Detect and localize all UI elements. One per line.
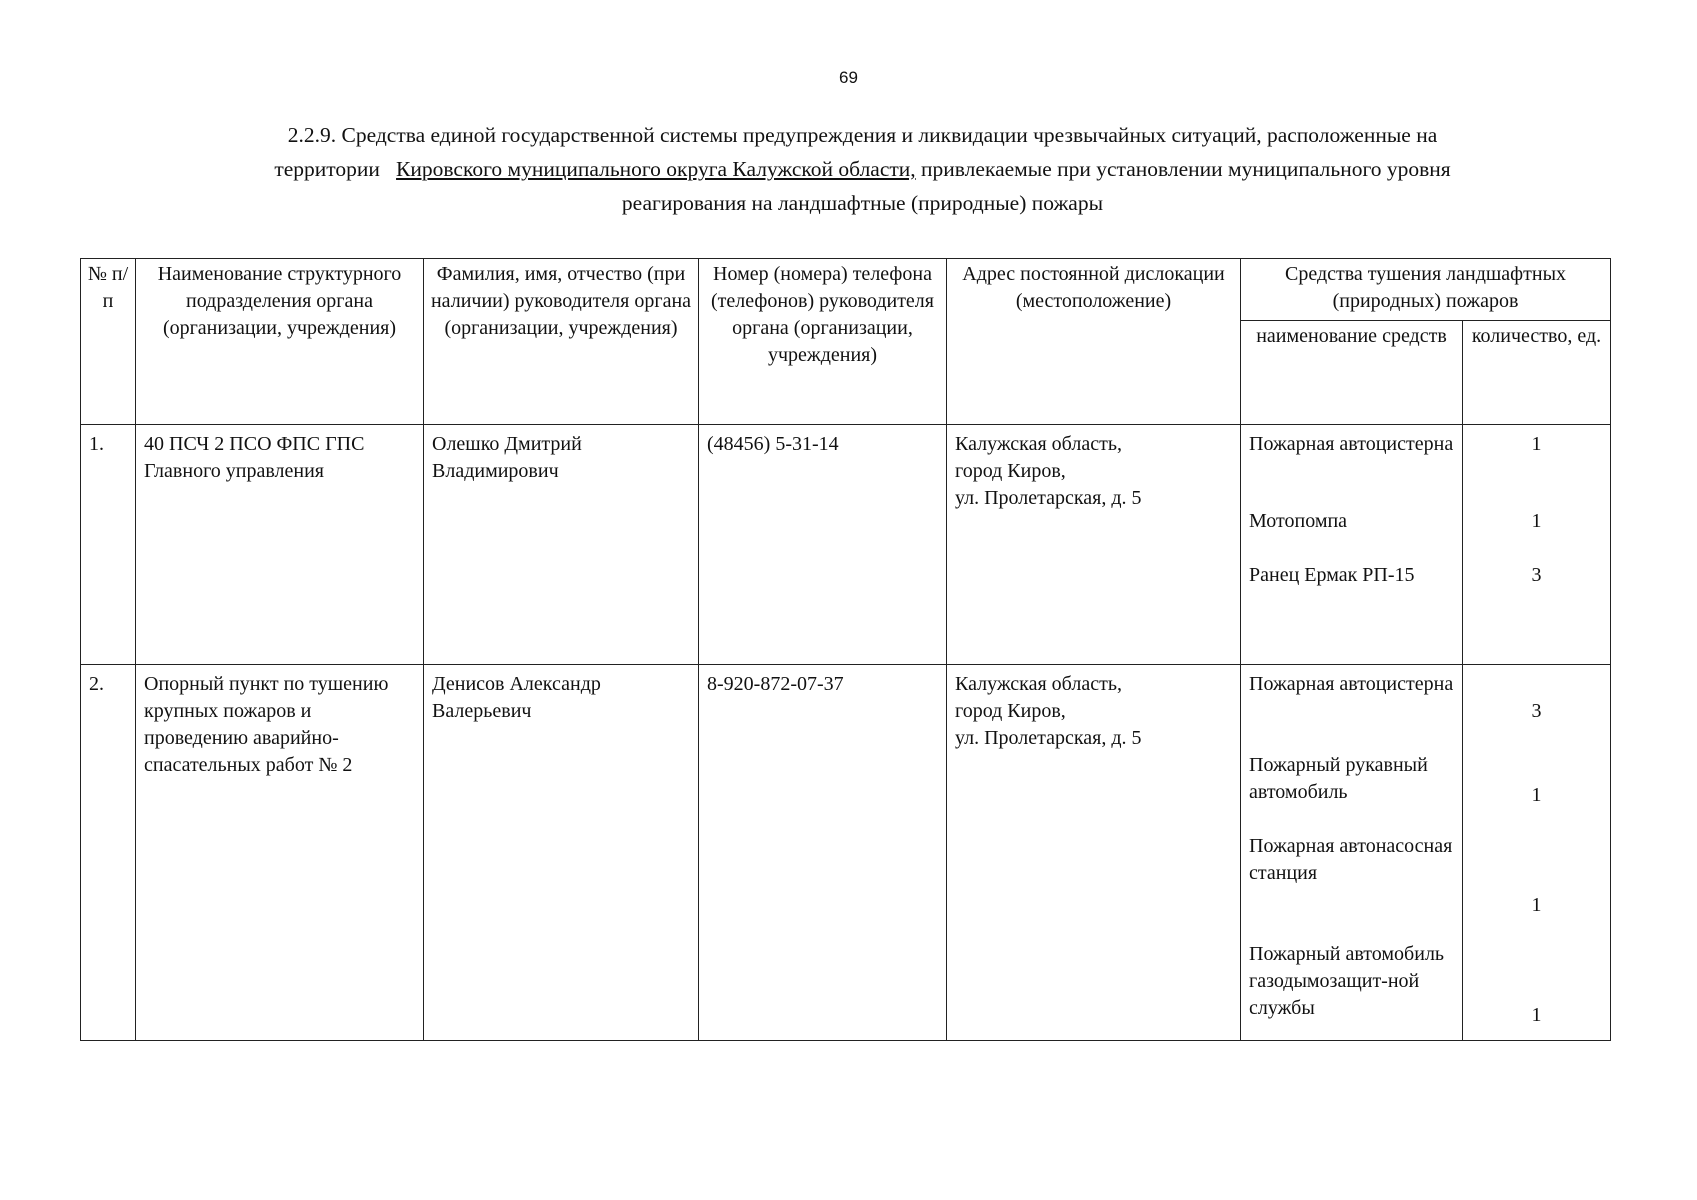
header-number: № п/п	[81, 259, 136, 425]
header-means-group: Средства тушения ландшафтных (природных) пожаров	[1241, 259, 1611, 321]
table-row	[81, 425, 1611, 665]
header-address: Адрес постоянной дислокации (местоположение)	[947, 259, 1241, 425]
asset-name: Мотопомпа	[1249, 510, 1348, 532]
row-asset-names	[1241, 425, 1463, 665]
row-number: 2.	[81, 665, 136, 1041]
row-phone: 8-920-872-07-37	[699, 665, 947, 1041]
header-unit: Наименование структурного подразделения органа (организации, учреждения)	[136, 259, 424, 425]
row-asset-qtys	[1463, 665, 1611, 1041]
row-head: Денисов Александр Валерьевич	[424, 665, 699, 1041]
asset-name: Пожарный рукавный автомобиль	[1249, 754, 1428, 803]
row-phone: (48456) 5-31-14	[699, 425, 947, 665]
row-number: 1.	[81, 425, 136, 665]
page-number: 69	[839, 68, 858, 87]
heading-municipality: Кировского муниципального округа Калужской области,	[396, 157, 916, 181]
header-means-name: наименование средств	[1241, 321, 1463, 425]
row-unit: 40 ПСЧ 2 ПСО ФПС ГПС Главного управления	[136, 425, 424, 665]
asset-qty: 1	[1531, 510, 1542, 532]
address-line: ул. Пролетарская, д. 5	[955, 487, 1142, 509]
asset-qty: 1	[1531, 433, 1542, 455]
asset-name: Пожарная автоцистерна	[1249, 673, 1454, 695]
resources-table	[80, 258, 1611, 1041]
heading-prefix: территории	[274, 157, 380, 181]
address-line: Калужская область,	[955, 673, 1122, 695]
header-head: Фамилия, имя, отчество (при наличии) руководителя органа (организации, учреждения)	[424, 259, 699, 425]
table-row	[81, 665, 1611, 1041]
asset-name: Ранец Ермак РП-15	[1249, 564, 1415, 586]
heading-suffix: привлекаемые при установлении муниципального уровня	[921, 157, 1451, 181]
asset-qty: 1	[1531, 1004, 1542, 1026]
address-line: город Киров,	[955, 460, 1066, 482]
row-asset-qtys	[1463, 425, 1611, 665]
row-address	[947, 665, 1241, 1041]
heading-line1: 2.2.9. Средства единой государственной системы предупреждения и ликвидации чрезвычайных ситуаций, расположенные на	[287, 123, 1438, 147]
row-head: Олешко Дмитрий Владимирович	[424, 425, 699, 665]
row-asset-names	[1241, 665, 1463, 1041]
asset-qty: 3	[1531, 700, 1542, 722]
address-line: Калужская область,	[955, 433, 1122, 455]
section-heading	[120, 118, 1605, 220]
address-line: город Киров,	[955, 700, 1066, 722]
asset-name: Пожарная автонасосная станция	[1249, 835, 1453, 884]
row-unit: Опорный пункт по тушению крупных пожаров и проведению аварийно-спасательных работ № 2	[136, 665, 424, 1041]
heading-line3: реагирования на ландшафтные (природные) пожары	[621, 191, 1104, 215]
header-phone: Номер (номера) телефона (телефонов) руководителя органа (организации, учреждения)	[699, 259, 947, 425]
asset-qty: 1	[1531, 894, 1542, 916]
row-address	[947, 425, 1241, 665]
asset-name: Пожарная автоцистерна	[1249, 433, 1454, 455]
header-means-qty: количество, ед.	[1463, 321, 1611, 425]
asset-qty: 3	[1531, 564, 1542, 586]
address-line: ул. Пролетарская, д. 5	[955, 727, 1142, 749]
asset-qty: 1	[1531, 784, 1542, 806]
asset-name: Пожарный автомобиль газодымозащит-ной службы	[1249, 943, 1445, 1019]
